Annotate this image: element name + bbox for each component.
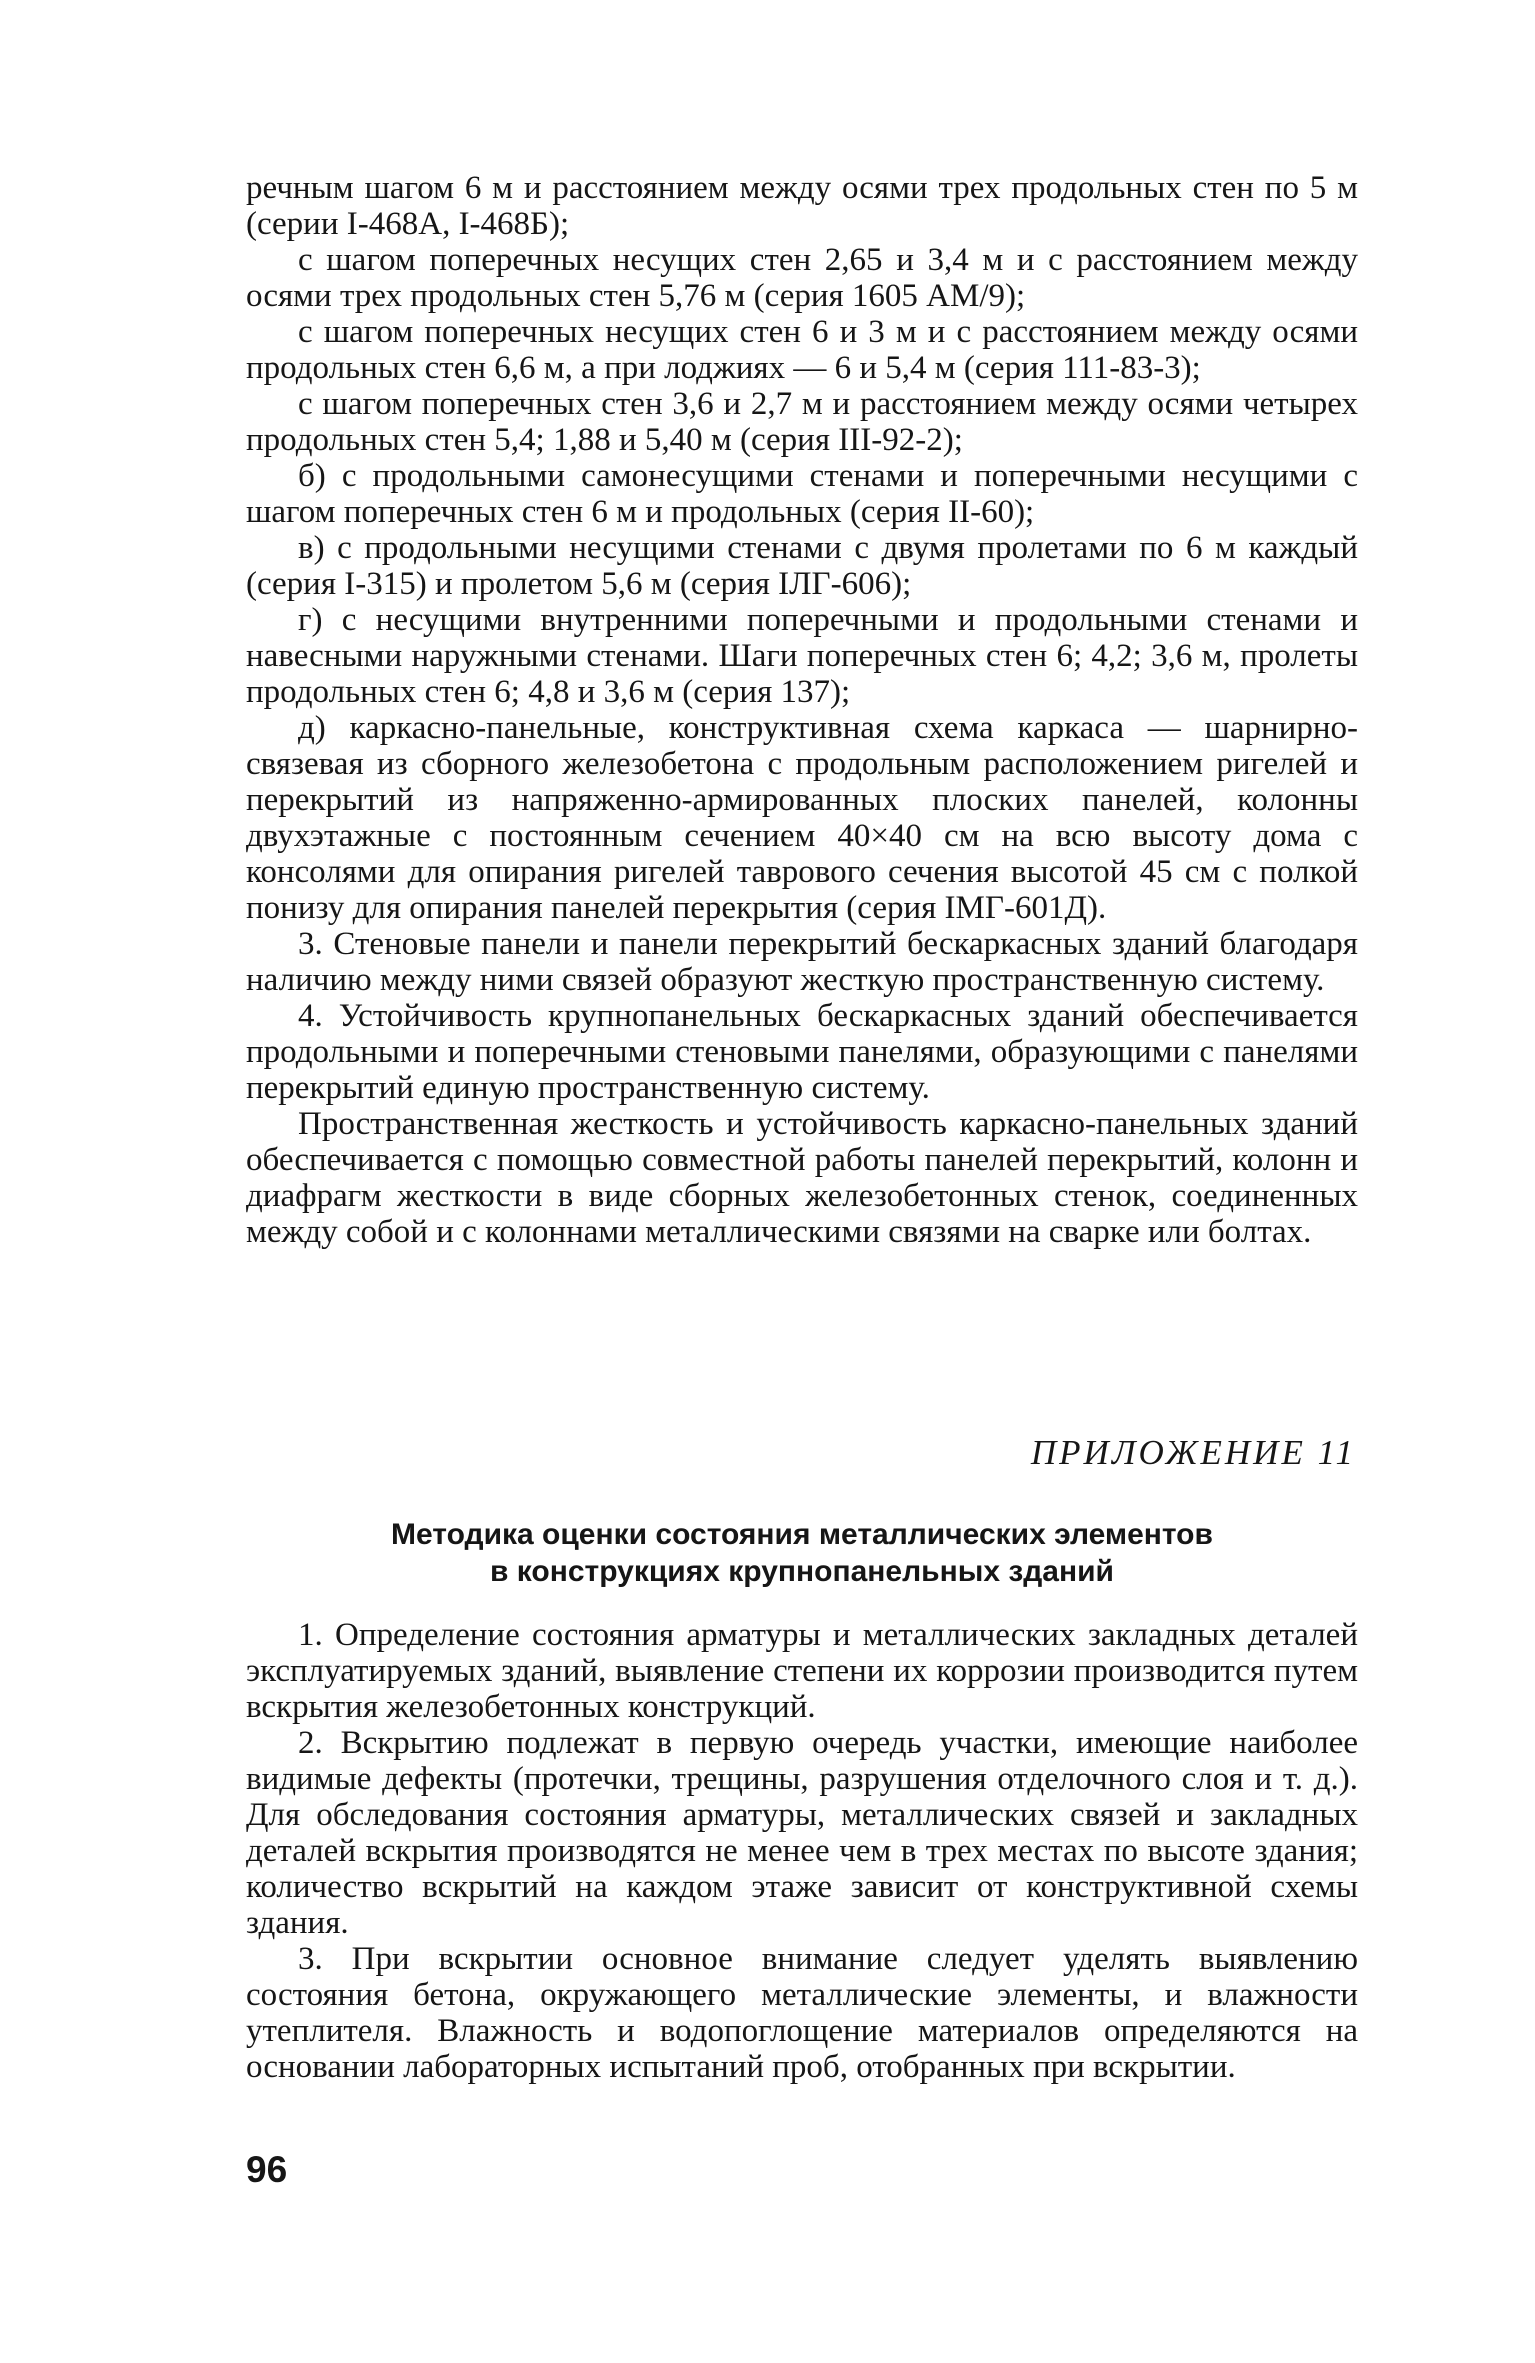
section-title-line-1: Методика оценки состояния металлических элементов bbox=[391, 1518, 1213, 1551]
paragraph: 4. Устойчивость крупнопанельных бескаркасных зданий обеспечивается продольными и поперечными стеновыми панелями, образующими с панелями перекрытий единую пространственную систему. bbox=[246, 998, 1358, 1106]
paragraph: 1. Определение состояния арматуры и металлических закладных деталей эксплуатируемых зданий, выявление степени их коррозии производится путем вскрытия железобетонных конструкций. bbox=[246, 1617, 1358, 1725]
paragraph: с шагом поперечных стен 3,6 и 2,7 м и расстоянием между осями четырех продольных стен 5,4; 1,88 и 5,40 м (серия III-92-2); bbox=[246, 386, 1358, 458]
paragraph: Пространственная жесткость и устойчивость каркасно-панельных зданий обеспечивается с помощью совместной работы панелей перекрытий, колонн и диафрагм жесткости в виде сборных железобетонных стенок, соединенных между собой и с колоннами металлическими связями на сварке или болтах. bbox=[246, 1106, 1358, 1250]
section-title-line-2: в конструкциях крупнопанельных зданий bbox=[490, 1555, 1114, 1588]
paragraph: д) каркасно-панельные, конструктивная схема каркаса — шарнирно-связевая из сборного железобетона с продольным расположением ригелей и перекрытий из напряженно-армированных плоских панелей, колонны двухэтажные с постоянным сечением 40×40 см на всю высоту дома с консолями для опирания ригелей таврового сечения высотой 45 см с полкой понизу для опирания панелей перекрытия (серия IМГ-601Д). bbox=[246, 710, 1358, 926]
paragraph: 3. При вскрытии основное внимание следует уделять выявлению состояния бетона, окружающего металлические элементы, и влажности утеплителя. Влажность и водопоглощение материалов определяются на основании лабораторных испытаний проб, отобранных при вскрытии. bbox=[246, 1941, 1358, 2085]
paragraph: 2. Вскрытию подлежат в первую очередь участки, имеющие наиболее видимые дефекты (протечки, трещины, разрушения отделочного слоя и т. д.). Для обследования состояния арматуры, металлических связей и закладных деталей вскрытия производятся не менее чем в трех местах по высоте здания; количество вскрытий на каждом этаже зависит от конструктивной схемы здания. bbox=[246, 1725, 1358, 1941]
paragraph: 3. Стеновые панели и панели перекрытий бескаркасных зданий благодаря наличию между ними связей образуют жесткую пространственную систему. bbox=[246, 926, 1358, 998]
page-number: 96 bbox=[246, 2149, 288, 2190]
appendix-label: ПРИЛОЖЕНИЕ 11 bbox=[1030, 1433, 1356, 1472]
section-title bbox=[246, 1516, 1358, 1590]
body-text-top bbox=[246, 170, 1358, 1250]
body-text-bottom bbox=[246, 1617, 1358, 2085]
paragraph: речным шагом 6 м и расстоянием между осями трех продольных стен по 5 м (серии I-468А, I-468Б); bbox=[246, 170, 1358, 242]
paragraph: с шагом поперечных несущих стен 6 и 3 м и с расстоянием между осями продольных стен 6,6 м, а при лоджиях — 6 и 5,4 м (серия 111-83-3); bbox=[246, 314, 1358, 386]
paragraph: в) с продольными несущими стенами с двумя пролетами по 6 м каждый (серия I-315) и пролетом 5,6 м (серия IЛГ-606); bbox=[246, 530, 1358, 602]
paragraph: г) с несущими внутренними поперечными и продольными стенами и навесными наружными стенами. Шаги поперечных стен 6; 4,2; 3,6 м, пролеты продольных стен 6; 4,8 и 3,6 м (серия 137); bbox=[246, 602, 1358, 710]
paragraph: с шагом поперечных несущих стен 2,65 и 3,4 м и с расстоянием между осями трех продольных стен 5,76 м (серия 1605 АМ/9); bbox=[246, 242, 1358, 314]
paragraph: б) с продольными самонесущими стенами и поперечными несущими с шагом поперечных стен 6 м и продольных (серия II-60); bbox=[246, 458, 1358, 530]
